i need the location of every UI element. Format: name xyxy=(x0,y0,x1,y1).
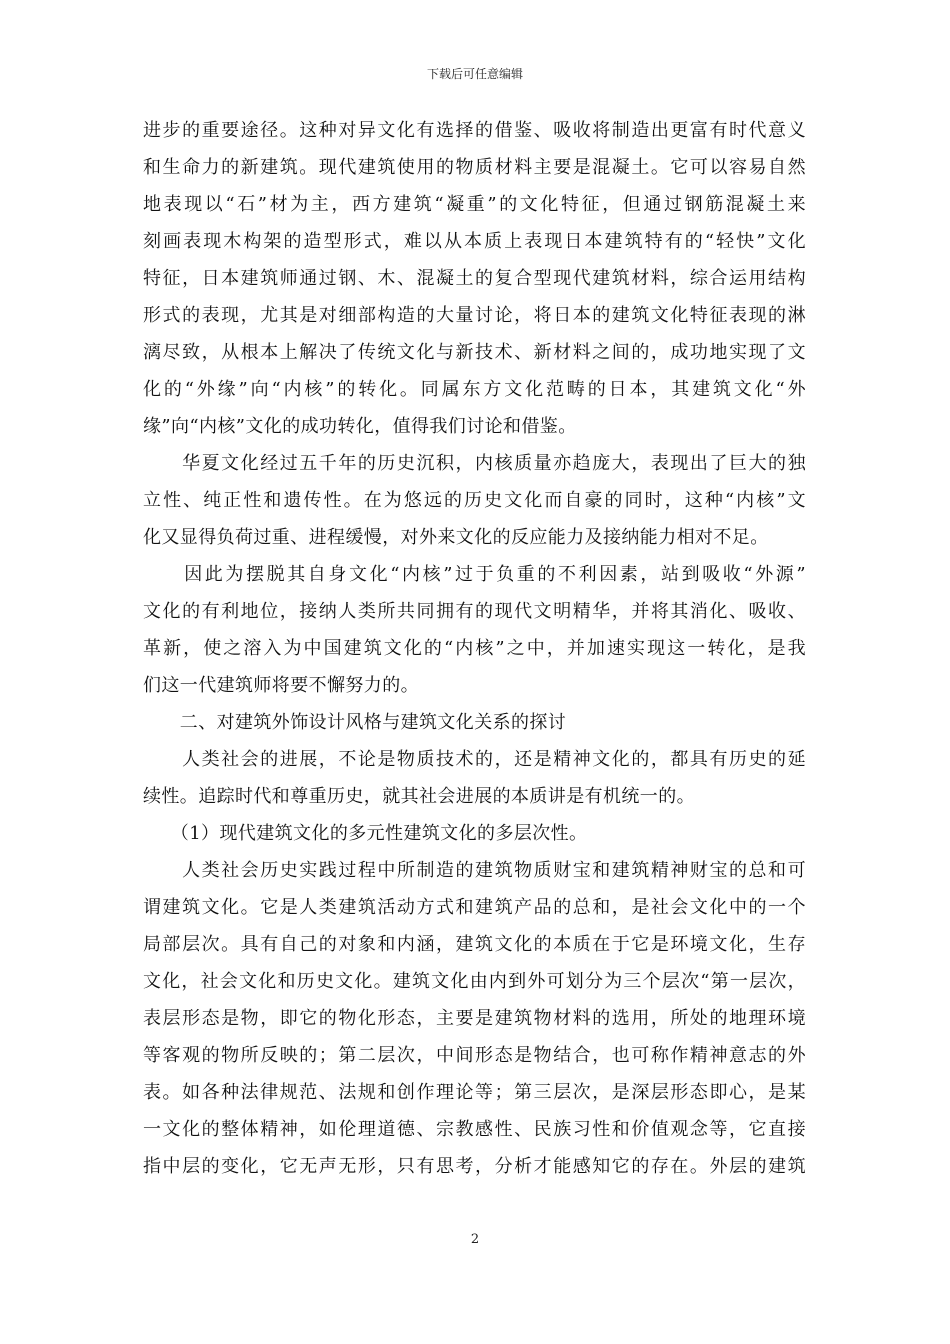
text-line: 局部层次。具有自己的对象和内涵，建筑文化的本质在于它是环境文化，生存 xyxy=(143,934,806,955)
text-line: 因此为摆脱其自身文化“内核”过于负重的不利因素，站到吸收“外源” xyxy=(143,564,806,585)
text-line: 人类社会的进展，不论是物质技术的，还是精神文化的，都具有历史的延 xyxy=(143,749,806,770)
text-line: 指中层的变化，它无声无形，只有思考，分析才能感知它的存在。外层的建筑 xyxy=(143,1156,806,1177)
text-line: 形式的表现，尤其是对细部构造的大量讨论，将日本的建筑文化特征表现的淋 xyxy=(143,305,806,326)
text-line: 刻画表现木构架的造型形式，难以从本质上表现日本建筑特有的“轻快”文化 xyxy=(143,231,806,252)
text-line: 化的“外缘”向“内核”的转化。同属东方文化范畴的日本，其建筑文化“外 xyxy=(143,379,806,400)
document-body xyxy=(143,112,806,1185)
text-line: 地表现以“石”材为主，西方建筑“凝重”的文化特征，但通过钢筋混凝土来 xyxy=(143,194,806,215)
text-line: 缘”向“内核”文化的成功转化，值得我们讨论和借鉴。 xyxy=(143,416,577,437)
text-line: 文化，社会文化和历史文化。建筑文化由内到外可划分为三个层次“第一层次， xyxy=(143,971,806,992)
text-line: 漓尽致，从根本上解决了传统文化与新技术、新材料之间的，成功地实现了文 xyxy=(143,342,806,363)
text-line: 一文化的整体精神，如伦理道德、宗教感性、民族习性和价值观念等，它直接 xyxy=(143,1119,806,1140)
text-line: 华夏文化经过五千年的历史沉积，内核质量亦趋庞大，表现出了巨大的独 xyxy=(143,453,806,474)
text-line: 们这一代建筑师将要不懈努力的。 xyxy=(143,675,419,696)
subsection-heading: （1）现代建筑文化的多元性建筑文化的多层次性。 xyxy=(143,823,588,844)
text-line: 立性、纯正性和遗传性。在为悠远的历史文化而自豪的同时，这种“内核”文 xyxy=(143,490,806,511)
text-line: 文化的有利地位，接纳人类所共同拥有的现代文明精华，并将其消化、吸收、 xyxy=(143,601,806,622)
text-line: 表层形态是物，即它的物化形态，主要是建筑物材料的选用，所处的地理环境 xyxy=(143,1008,806,1029)
page-header: 下载后可任意编辑 xyxy=(426,67,523,81)
text-line: 进步的重要途径。这种对异文化有选择的借鉴、吸收将制造出更富有时代意义 xyxy=(143,120,806,141)
text-line: 革新，使之溶入为中国建筑文化的“内核”之中，并加速实现这一转化，是我 xyxy=(143,638,806,659)
text-line: 特征，日本建筑师通过钢、木、混凝土的复合型现代建筑材料，综合运用结构 xyxy=(143,268,806,289)
text-line: 化又显得负荷过重、进程缓慢，对外来文化的反应能力及接纳能力相对不足。 xyxy=(143,527,769,548)
text-line: 人类社会历史实践过程中所制造的建筑物质财宝和建筑精神财宝的总和可 xyxy=(143,860,806,881)
text-line: 等客观的物所反映的；第二层次，中间形态是物结合，也可称作精神意志的外 xyxy=(143,1045,806,1066)
text-line: 续性。追踪时代和尊重历史，就其社会进展的本质讲是有机统一的。 xyxy=(143,786,695,807)
text-line: 和生命力的新建筑。现代建筑使用的物质材料主要是混凝土。它可以容易自然 xyxy=(143,157,806,178)
page-number: 2 xyxy=(470,1232,480,1247)
text-line: 谓建筑文化。它是人类建筑活动方式和建筑产品的总和，是社会文化中的一个 xyxy=(143,897,806,918)
section-heading: 二、对建筑外饰设计风格与建筑文化关系的探讨 xyxy=(143,712,567,733)
text-line: 表。如各种法律规范、法规和创作理论等；第三层次，是深层形态即心，是某 xyxy=(143,1082,806,1103)
